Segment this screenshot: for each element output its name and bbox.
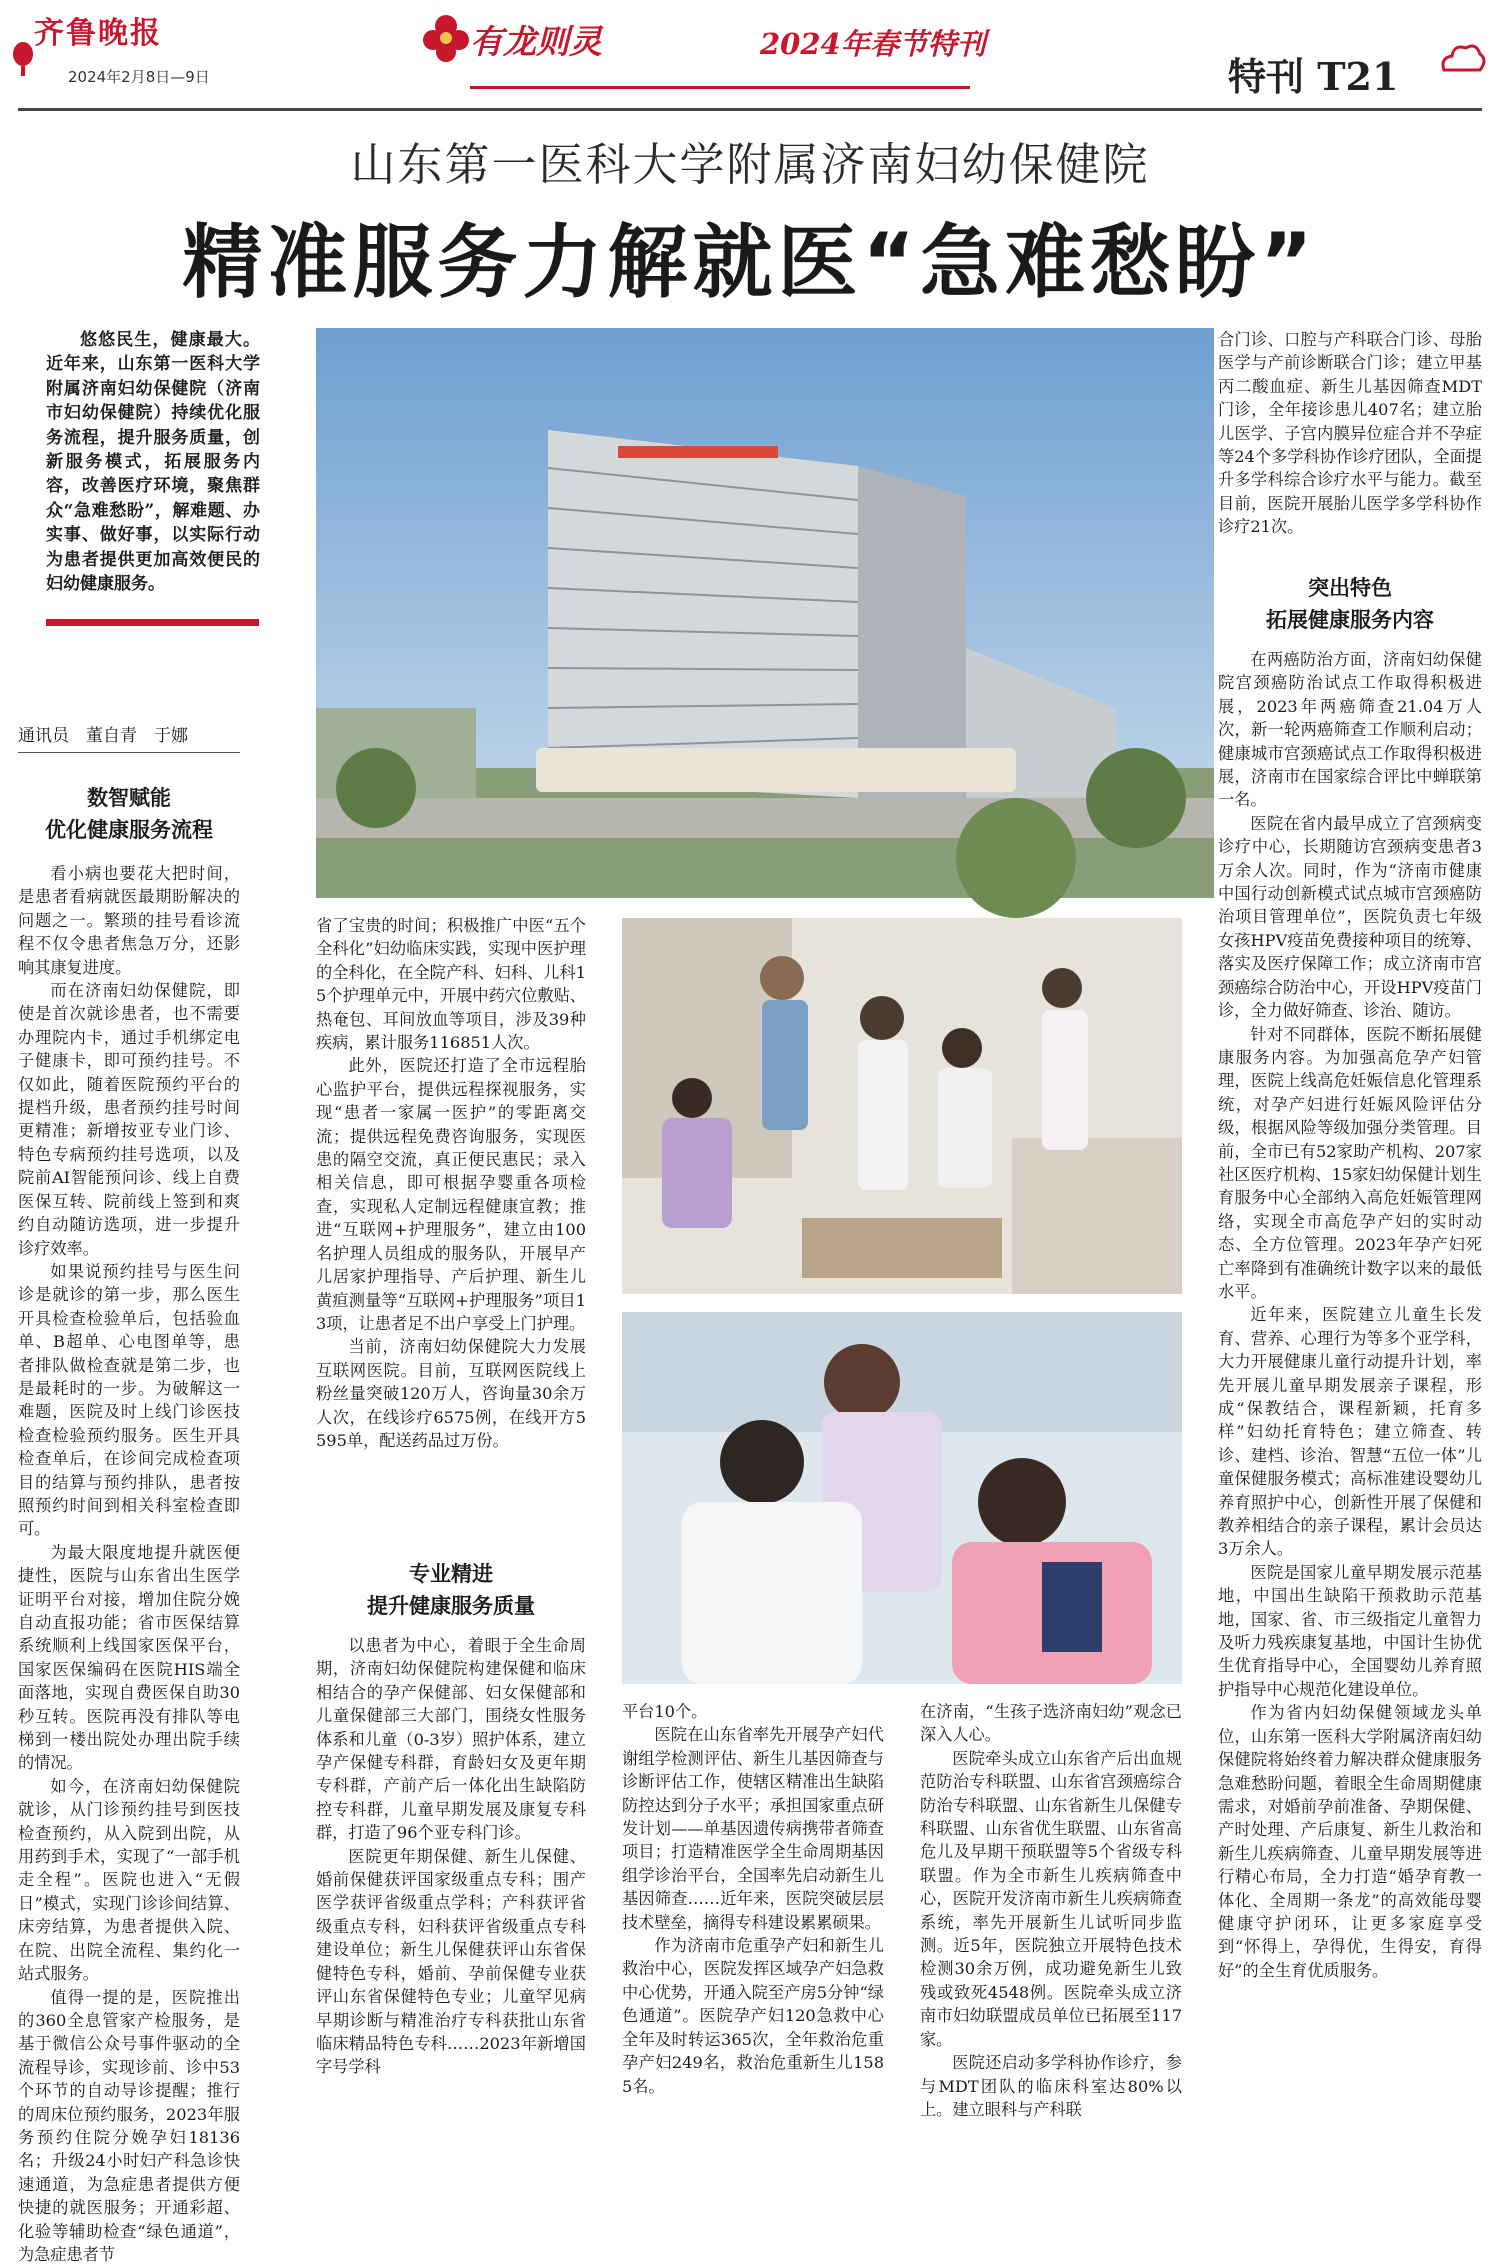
section2-title-a: 专业精进 <box>316 1558 586 1590</box>
paragraph: 针对不同群体，医院不断拓展健康服务内容。为加强高危孕产妇管理，医院上线高危妊娠信息化管理系统，对孕产妇进行妊娠风险评估分级，根据风险等级加强分类管理。目前，全市已有52家助产机构、207家社区医疗机构、15家妇幼保健计划生育服务中心全部纳入高危妊娠管理网络，实现全市高危孕产妇的实时动态、全方位管理。2023年孕产妇死亡率降到有准确统计数字以来的最低水平。 <box>1218 1023 1482 1304</box>
section1-title-a: 数智赋能 <box>18 782 240 814</box>
paper-name: 齐鲁晚报 <box>34 8 162 52</box>
article-headline: 精准服务力解就医“急难愁盼” <box>0 198 1500 313</box>
paragraph: 省了宝贵的时间；积极推广中医“五个全科化”妇幼临床实践，实现中医护理的全科化，在全院产科、妇科、儿科15个护理单元中，开展中药穴位敷贴、热奄包、耳间放血等项目，涉及39种疾病，累计服务116851人次。 <box>316 914 586 1054</box>
paragraph: 在济南，“生孩子选济南妇幼”观念已深入人心。 <box>920 1700 1182 1747</box>
band-red-line <box>470 86 970 89</box>
special-band-subtitle: 2024年春节特刊 <box>760 22 986 63</box>
section2-title-b: 提升健康服务质量 <box>316 1590 586 1622</box>
hospital-building-photo <box>316 328 1214 898</box>
paragraph: 医院还启动多学科协作诊疗，参与MDT团队的临床科室达80%以上。建立眼科与产科联 <box>920 2051 1182 2121</box>
section1-heading <box>18 782 240 846</box>
section3-title-a: 突出特色 <box>1218 572 1482 604</box>
lead-red-bar <box>46 619 259 626</box>
paragraph: 为最大限度地提升就医便捷性，医院与山东省出生医学证明平台对接，增加住院分娩自动直报功能；省市医保结算系统顺利上线国家医保平台，国家医保编码在医院HIS端全面落地，实现自费医保自助30秒互转。医院再没有排队等电梯到一楼出院处办理出院手续的情况。 <box>18 1541 240 1775</box>
paragraph: 作为济南市危重孕产妇和新生儿救治中心，医院发挥区域孕产妇急救中心优势，开通入院至产房5分钟“绿色通道”。医院孕产妇120急救中心全年及时转运365次，全年救治危重孕产妇249名，救治危重新生儿1585名。 <box>622 1934 884 2098</box>
paragraph: 当前，济南妇幼保健院大力发展互联网医院。目前，互联网医院线上粉丝量突破120万人，咨询量30余万人次，在线诊疗6575例，在线开方5595单，配送药品过万份。 <box>316 1335 586 1452</box>
hospital-building-icon <box>316 328 1214 898</box>
column-6 <box>1218 648 1482 2172</box>
paragraph: 医院在省内最早成立了宫颈病变诊疗中心，长期随访宫颈病变患者3万余人次。同时，作为“济南市健康中国行动创新模式试点城市宫颈癌防治项目管理单位”，医院负责七年级女孩HPV疫苗免费接种项目的统筹、落实及医疗保障工作；成立济南市宫颈癌综合防治中心，开设HPV疫苗门诊，全力做好筛查、诊治、随访。 <box>1218 812 1482 1023</box>
column-1 <box>18 862 240 2172</box>
flower-ornament-icon <box>418 6 474 66</box>
paragraph: 合门诊、口腔与产科联合门诊、母胎医学与产前诊断联合门诊；建立甲基丙二酸血症、新生儿基因筛查MDT门诊，全年接诊患儿407名；建立胎儿医学、子宫内膜异位症合并不孕症等24个多学科协作诊疗团队，全面提升多学科综合诊疗水平与能力。截至目前，医院开展胎儿医学多学科协作诊疗21次。 <box>1218 328 1482 539</box>
column-4 <box>622 1700 884 2172</box>
paragraph: 以患者为中心，着眼于全生命周期，济南妇幼保健院构建保健和临床相结合的孕产保健部、妇女保健部和儿童保健部三大部门，围绕女性服务体系和儿童（0-3岁）照护体系，建立孕产保健专科群，育龄妇女及更年期专科群，产前产后一体化出生缺陷防控专科群，儿童早期发展及康复专科群，打造了96个亚专科门诊。 <box>316 1634 586 1845</box>
doctor-child-exam-photo <box>622 1312 1182 1684</box>
section3-heading <box>1218 572 1482 636</box>
column-5 <box>920 1700 1182 2172</box>
masthead <box>0 0 1500 112</box>
child-exam-scene-icon <box>622 1312 1182 1684</box>
cloud-ornament-icon <box>1438 40 1486 80</box>
column-2 <box>316 914 586 1554</box>
paragraph: 医院牵头成立山东省产后出血规范防治专科联盟、山东省宫颈癌综合防治专科联盟、山东省新生儿保健专科联盟、山东省优生联盟、山东省高危儿及早期干预联盟等5个省级专科联盟。作为全市新生儿疾病筛查中心，医院开发济南市新生儿疾病筛查系统，率先开展新生儿试听同步监测。近5年，医院独立开展特色技术检测30余万例，成功避免新生儿致残或致死4548例。医院牵头成立济南市妇幼联盟成员单位已拓展至117家。 <box>920 1747 1182 2051</box>
section1-title-b: 优化健康服务流程 <box>18 814 240 846</box>
section3-title-b: 拓展健康服务内容 <box>1218 604 1482 636</box>
section2-heading <box>316 1558 586 1622</box>
paragraph: 近年来，医院建立儿童生长发育、营养、心理行为等多个亚学科，大力开展健康儿童行动提升计划，率先开展儿童早期发展亲子课程，形成“保教结合，课程新颖，托育多样”妇幼托育特色；建立筛查、转诊、建档、诊治、智慧“五位一体”儿童保健服务模式；高标准建设婴幼儿养育照护中心，创新性开展了保健和教养相结合的亲子课程，累计会员达3万余人。 <box>1218 1303 1482 1560</box>
article-subheadline: 山东第一医科大学附属济南妇幼保健院 <box>0 128 1500 193</box>
paragraph: 看小病也要花大把时间，是患者看病就医最期盼解决的问题之一。繁琐的挂号看诊流程不仅令患者焦急万分，还影响其康复进度。 <box>18 862 240 979</box>
consultation-scene-icon <box>622 918 1182 1294</box>
doctors-consultation-photo <box>622 918 1182 1294</box>
paragraph: 医院在山东省率先开展孕产妇代谢组学检测评估、新生儿基因筛查与诊断评估工作，使辖区精准出生缺陷防控达到分子水平；承担国家重点研发计划——单基因遗传病携带者筛查项目；打造精准医学全生命周期基因组学诊治平台，全国率先启动新生儿基因筛查……近年来，医院突破层层技术壁垒，摘得专科建设累累硕果。 <box>622 1723 884 1934</box>
paragraph: 如果说预约挂号与医生问诊是就诊的第一步，那么医生开具检查检验单后，包括验血单、B超单、心电图单等，患者排队做检查就是第二步，也是最耗时的一步。为破解这一难题，医院及时上线门诊医技检查检验预约服务。医生开具检查单后，在诊间完成检查项目的结算与预约排队，患者按照预约时间到相关科室检查即可。 <box>18 1260 240 1541</box>
masthead-rule <box>18 108 1482 111</box>
paragraph: 而在济南妇幼保健院，即使是首次就诊患者，也不需要办理院内卡，通过手机绑定电子健康卡，即可预约挂号。不仅如此，随着医院预约平台的提档升级，患者预约挂号时间更精准；新增按亚专业门诊、特色专病预约挂号选项，以及院前AI智能预问诊、线上自费医保互转、院前线上签到和爽约自动随访选项，进一步提升诊疗效率。 <box>18 979 240 1260</box>
column-3 <box>316 1634 586 2172</box>
paragraph: 医院是国家儿童早期发展示范基地，中国出生缺陷干预救助示范基地，国家、省、市三级指定儿童智力及听力残疾康复基地，中国计生协优生优育指导中心，全国婴幼儿养育照护指导中心规范化建设单位。 <box>1218 1561 1482 1701</box>
page-label: 特刊 T21 <box>1228 46 1398 101</box>
byline: 通讯员 董自青 于娜 <box>18 721 240 753</box>
paragraph: 如今，在济南妇幼保健院就诊，从门诊预约挂号到医技检查预约，从入院到出院，从用药到手术，实现了“一部手机走全程”。医院也进入“无假日”模式，实现门诊诊间结算、床旁结算，为患者提供入院、在院、出院全流程、集约化一站式服务。 <box>18 1775 240 1986</box>
paragraph: 值得一提的是，医院推出的360全息管家产检服务，是基于微信公众号事件驱动的全流程导诊，实现诊前、诊中53个环节的自动导诊提醒；推行的周床位预约服务，2023年服务预约住院分娩孕妇18136名；升级24小时妇产科急诊快速通道，为急症患者提供方便快捷的就医服务；开通彩超、化验等辅助检查“绿色通道”，为急症患者节 <box>18 1986 240 2266</box>
paragraph: 医院更年期保健、新生儿保健、婚前保健获评国家级重点专科；围产医学获评省级重点学科；产科获评省级重点专科，妇科获评省级重点专科建设单位；新生儿保健获评山东省保健特色专科，婚前、孕前保健专业获评山东省保健特色专业；儿童罕见病早期诊断与精准治疗专科获批山东省临床精品特色专科……2023年新增国字号学科 <box>316 1845 586 2079</box>
column-6-top <box>1218 328 1482 568</box>
paragraph: 此外，医院还打造了全市远程胎心监护平台，提供远程探视服务，实现“患者一家属一医护”的零距离交流；提供远程免费咨询服务，实现医患的隔空交流，真正便民惠民；录入相关信息，即可根据孕婴重各项检查，实现私人定制远程健康宣教；推进“互联网+护理服务”，建立由100名护理人员组成的服务队，开展早产儿居家护理指导、产后护理、新生儿黄疸测量等“互联网+护理服务”项目13项，让患者足不出户享受上门护理。 <box>316 1054 586 1335</box>
issue-date: 2024年2月8日—9日 <box>68 66 210 87</box>
lantern-icon <box>12 40 34 76</box>
special-band-title: 有龙则灵 <box>470 16 602 63</box>
lead-paragraph: 悠悠民生，健康最大。近年来，山东第一医科大学附属济南妇幼保健院（济南市妇幼保健院）持续优化服务流程，提升服务质量，创新服务模式，拓展服务内容，改善医疗环境，聚焦群众“急难愁盼”，解难题、办实事、做好事，以实际行动为患者提供更加高效便民的妇幼健康服务。 <box>46 328 260 596</box>
paragraph: 平台10个。 <box>622 1700 884 1723</box>
paragraph: 在两癌防治方面，济南妇幼保健院宫颈癌防治试点工作取得积极进展，2023年两癌筛查21.04万人次，新一轮两癌筛查工作顺利启动；健康城市宫颈癌试点工作取得积极进展，济南市在国家综合评比中蝉联第一名。 <box>1218 648 1482 812</box>
paragraph: 作为省内妇幼保健领域龙头单位，山东第一医科大学附属济南妇幼保健院将始终着力解决群众健康服务急难愁盼问题，着眼全生命周期健康需求，对婚前孕前准备、孕期保健、产时处理、产后康复、新生儿救治和新生儿疾病筛查、儿童早期发展等进行精心布局，全力打造“婚孕育教一体化、全周期一条龙”的高效能母婴健康守护闭环，让更多家庭享受到“怀得上，孕得优，生得安，育得好”的全生育优质服务。 <box>1218 1701 1482 1982</box>
